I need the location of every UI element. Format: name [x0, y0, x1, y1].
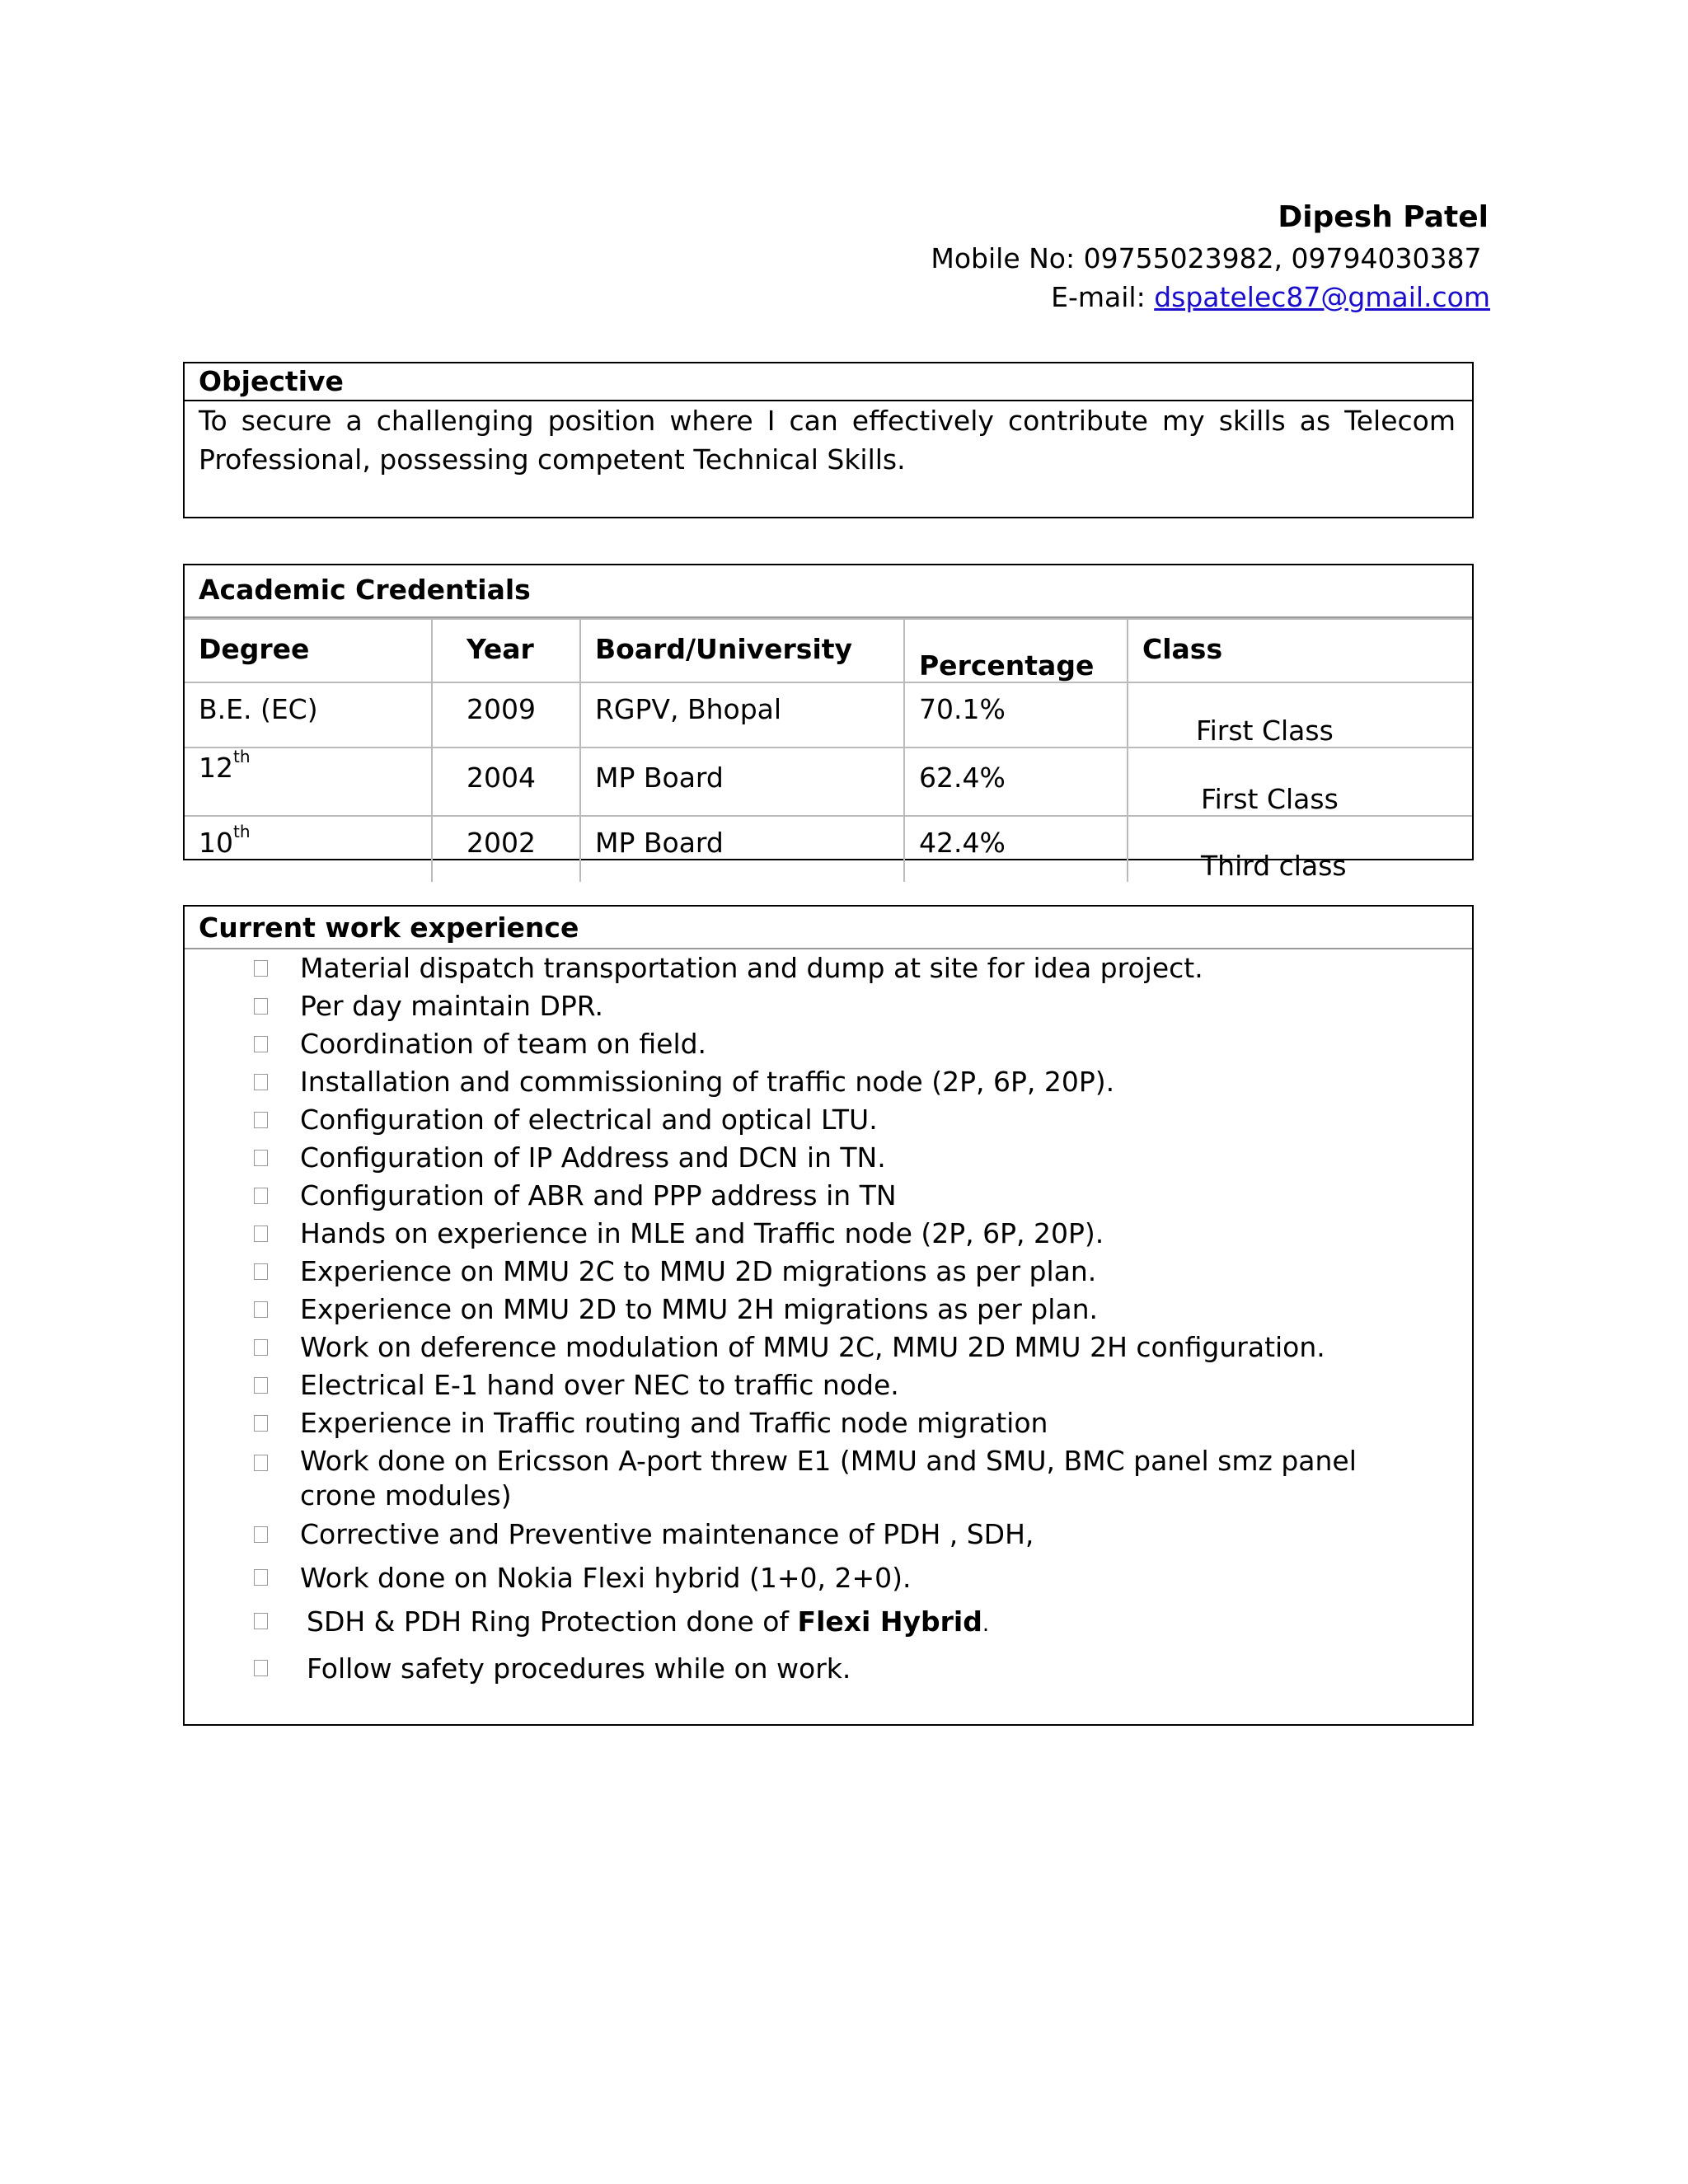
- column-header-percentage: Percentage: [904, 619, 1128, 682]
- checkbox-icon: [254, 1660, 268, 1676]
- degree-cell: B.E. (EC): [185, 682, 432, 748]
- checkbox-icon: [254, 1339, 268, 1356]
- resume-header: [931, 196, 1490, 316]
- work-duties-list: [185, 949, 1472, 1688]
- checkbox-icon: [254, 1150, 268, 1166]
- mobile-label: Mobile No:: [931, 242, 1076, 274]
- checkbox-icon: [254, 960, 268, 977]
- percentage-cell: 62.4%: [904, 748, 1128, 816]
- email-link[interactable]: dspatelec87@gmail.com: [1154, 281, 1490, 313]
- checkbox-icon: [254, 1377, 268, 1394]
- list-item: Material dispatch transportation and dump at site for idea project.: [254, 949, 1472, 987]
- list-item: Configuration of ABR and PPP address in TN: [254, 1177, 1472, 1215]
- objective-text: To secure a challenging position where I can effectively contribute my skills as Telecom Professional, possessing competent Technical Skills.: [185, 400, 1472, 479]
- table-row: [185, 816, 1472, 882]
- list-item: Experience on MMU 2D to MMU 2H migrations as per plan.: [254, 1291, 1472, 1329]
- list-item: Work done on Nokia Flexi hybrid (1+0, 2+0).: [254, 1558, 1472, 1597]
- list-item: Configuration of IP Address and DCN in TN.: [254, 1139, 1472, 1177]
- list-item: Installation and commissioning of traffic node (2P, 6P, 20P).: [254, 1063, 1472, 1101]
- year-cell: 2009: [432, 682, 580, 748]
- work-experience-section: [183, 905, 1474, 1726]
- list-item: Experience in Traffic routing and Traffic node migration: [254, 1404, 1472, 1442]
- board-cell: RGPV, Bhopal: [580, 682, 904, 748]
- board-cell: MP Board: [580, 816, 904, 882]
- class-cell: First Class: [1128, 682, 1472, 748]
- table-header-row: [185, 619, 1472, 682]
- email-line: [931, 278, 1490, 316]
- list-item: Work done on Ericsson A-port threw E1 (MMU and SMU, BMC panel smz panel crone modules): [254, 1444, 1472, 1513]
- list-item: Experience on MMU 2C to MMU 2D migrations as per plan.: [254, 1253, 1472, 1291]
- percentage-cell: 42.4%: [904, 816, 1128, 882]
- flexi-hybrid-bold: Flexi Hybrid: [797, 1605, 982, 1638]
- year-cell: 2002: [432, 816, 580, 882]
- list-item: Work on deference modulation of MMU 2C, MMU 2D MMU 2H configuration.: [254, 1329, 1472, 1366]
- checkbox-icon: [254, 1074, 268, 1090]
- checkbox-icon: [254, 1415, 268, 1432]
- email-label: E-mail:: [1051, 281, 1146, 313]
- mobile-numbers: 09755023982, 09794030387: [1083, 242, 1482, 274]
- list-item: SDH & PDH Ring Protection done of Flexi Hybrid.: [254, 1602, 1472, 1644]
- board-cell: MP Board: [580, 748, 904, 816]
- objective-title: Objective: [199, 365, 344, 397]
- work-title: Current work experience: [185, 907, 1472, 949]
- checkbox-icon: [254, 1526, 268, 1543]
- list-item: Corrective and Preventive maintenance of PDH , SDH,: [254, 1516, 1472, 1554]
- checkbox-icon: [254, 1036, 268, 1052]
- checkbox-icon: [254, 1188, 268, 1204]
- mobile-line: [931, 239, 1490, 278]
- academic-title: Academic Credentials: [185, 565, 1472, 618]
- checkbox-icon: [254, 998, 268, 1015]
- column-header-board: Board/University: [580, 619, 904, 682]
- class-cell: First Class: [1128, 748, 1472, 816]
- academic-table: [185, 618, 1472, 882]
- list-item: Coordination of team on field.: [254, 1025, 1472, 1063]
- checkbox-icon: [254, 1613, 268, 1629]
- degree-cell: 10th: [185, 816, 432, 882]
- checkbox-icon: [254, 1112, 268, 1128]
- list-item: Follow safety procedures while on work.: [254, 1649, 1472, 1688]
- objective-section: [183, 362, 1474, 518]
- academic-section: [183, 564, 1474, 882]
- percentage-cell: 70.1%: [904, 682, 1128, 748]
- checkbox-icon: [254, 1569, 268, 1586]
- column-header-degree: Degree: [185, 619, 432, 682]
- list-item: Configuration of electrical and optical LTU.: [254, 1101, 1472, 1139]
- list-item: Per day maintain DPR.: [254, 987, 1472, 1025]
- degree-cell: 12th: [185, 748, 432, 816]
- table-row: [185, 748, 1472, 816]
- column-header-year: Year: [432, 619, 580, 682]
- candidate-name: Dipesh Patel: [1278, 200, 1489, 234]
- checkbox-icon: [254, 1301, 268, 1318]
- list-item: Electrical E-1 hand over NEC to traffic node.: [254, 1366, 1472, 1404]
- class-cell: Third class: [1128, 816, 1472, 882]
- checkbox-icon: [254, 1263, 268, 1280]
- list-item: Hands on experience in MLE and Traffic node (2P, 6P, 20P).: [254, 1215, 1472, 1253]
- column-header-class: Class: [1128, 619, 1472, 682]
- checkbox-icon: [254, 1455, 268, 1471]
- year-cell: 2004: [432, 748, 580, 816]
- table-row: [185, 682, 1472, 748]
- checkbox-icon: [254, 1226, 268, 1242]
